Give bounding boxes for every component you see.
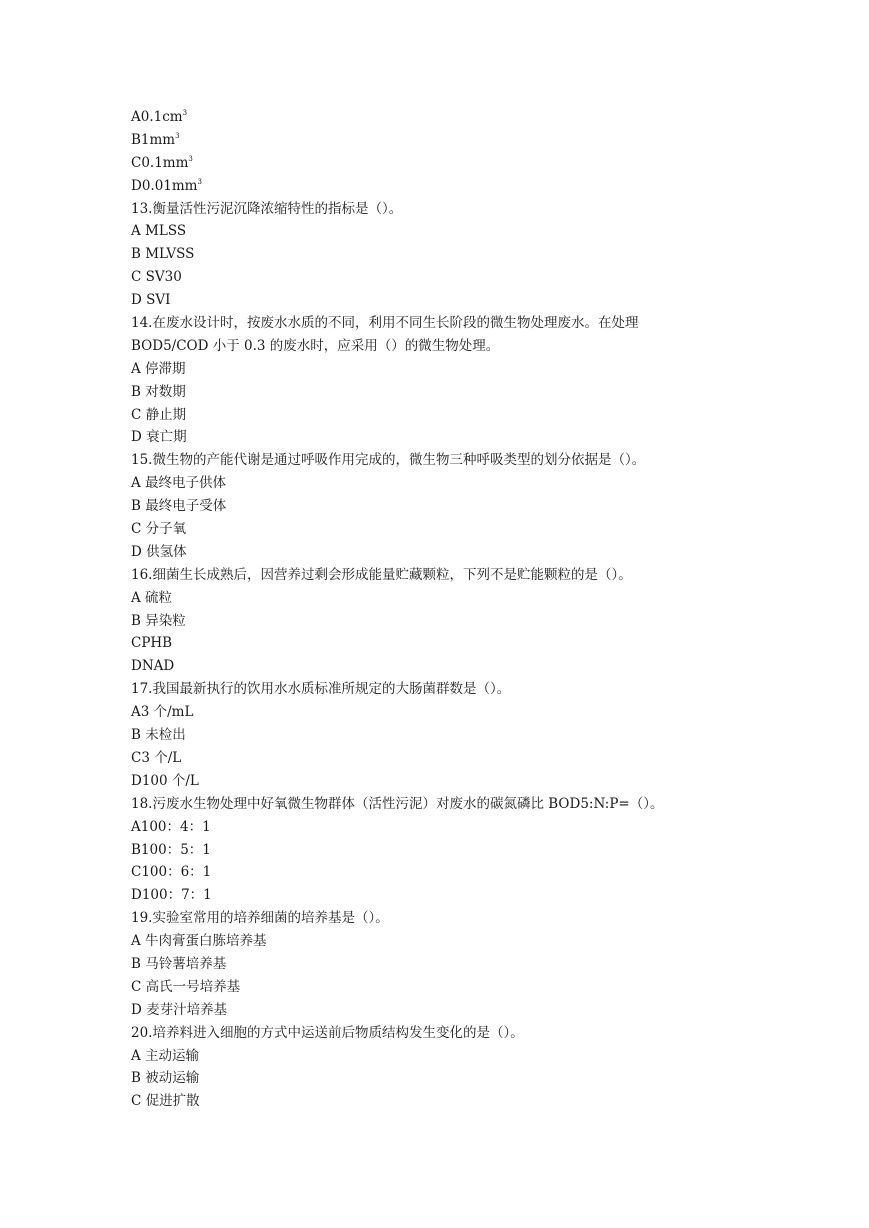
option-q12-b: $B1mm^3$	[131, 131, 180, 148]
question-13-stem: 13.衡量活性污泥沉降浓缩特性的指标是（）。	[131, 200, 403, 217]
option-q19-a: A 牛肉膏蛋白胨培养基	[131, 933, 267, 950]
option-q12-d: $D0.01mm^3$	[131, 177, 202, 194]
question-14-stem-line-1: 14.在废水设计时，按废水水质的不同，利用不同生长阶段的微生物处理废水。在处理	[131, 315, 639, 332]
option-q18-d: D100：7：1	[131, 887, 212, 904]
option-q15-b: B 最终电子受体	[131, 498, 227, 515]
question-15-stem: 15.微生物的产能代谢是通过呼吸作用完成的，微生物三种呼吸类型的划分依据是（）。	[131, 452, 646, 469]
option-q18-a: A100：4：1	[131, 818, 211, 835]
option-q19-d: D 麦芽汁培养基	[131, 1001, 228, 1018]
option-q20-b: B 被动运输	[131, 1070, 200, 1087]
question-14-stem-line-2: BOD5/COD 小于 0.3 的废水时，应采用（）的微生物处理。	[131, 337, 500, 354]
option-q20-c: C 促进扩散	[131, 1093, 200, 1110]
option-q16-c: CPHB	[131, 635, 173, 652]
option-q20-a: A 主动运输	[131, 1047, 200, 1064]
option-q14-d: D 衰亡期	[131, 429, 187, 446]
option-q17-c: C3 个/L	[131, 749, 182, 766]
option-q13-d: D SVI	[131, 292, 171, 309]
option-q15-a: A 最终电子供体	[131, 475, 227, 492]
option-q16-d: DNAD	[131, 658, 175, 675]
option-q19-b: B 马铃薯培养基	[131, 955, 227, 972]
option-q14-a: A 停滞期	[131, 360, 186, 377]
option-q13-a: A MLSS	[131, 223, 187, 240]
option-q15-c: C 分子氧	[131, 521, 187, 538]
option-q18-b: B100：5：1	[131, 841, 211, 858]
question-17-stem: 17.我国最新执行的饮用水水质标准所规定的大肠菌群数是（）。	[131, 681, 511, 698]
option-q13-c: C SV30	[131, 269, 182, 286]
option-q17-d: D100 个/L	[131, 772, 199, 789]
question-16-stem: 16.细菌生长成熟后，因营养过剩会形成能量贮藏颗粒，下列不是贮能颗粒的是（）。	[131, 566, 632, 583]
question-list	[131, 106, 751, 1113]
option-q17-a: A3 个/mL	[131, 704, 194, 721]
question-18-stem: 18.污废水生物处理中好氧微生物群体（活性污泥）对废水的碳氮磷比 BOD5:N:P=（）。	[131, 795, 664, 812]
option-q16-b: B 异染粒	[131, 612, 186, 629]
question-20-stem: 20.培养料进入细胞的方式中运送前后物质结构发生变化的是（）。	[131, 1024, 524, 1041]
option-q12-c: $C0.1mm^3$	[131, 154, 193, 171]
option-q18-c: C100：6：1	[131, 864, 212, 881]
option-q14-c: C 静止期	[131, 406, 187, 423]
option-q17-b: B 未检出	[131, 727, 186, 744]
option-q16-a: A 硫粒	[131, 589, 173, 606]
option-q15-d: D 供氢体	[131, 543, 187, 560]
option-q13-b: B MLVSS	[131, 246, 195, 263]
option-q14-b: B 对数期	[131, 383, 186, 400]
option-q12-a: $A0.1cm^3$	[131, 109, 188, 125]
option-q19-c: C 高氏一号培养基	[131, 978, 241, 995]
question-19-stem: 19.实验室常用的培养细菌的培养基是（）。	[131, 910, 389, 927]
